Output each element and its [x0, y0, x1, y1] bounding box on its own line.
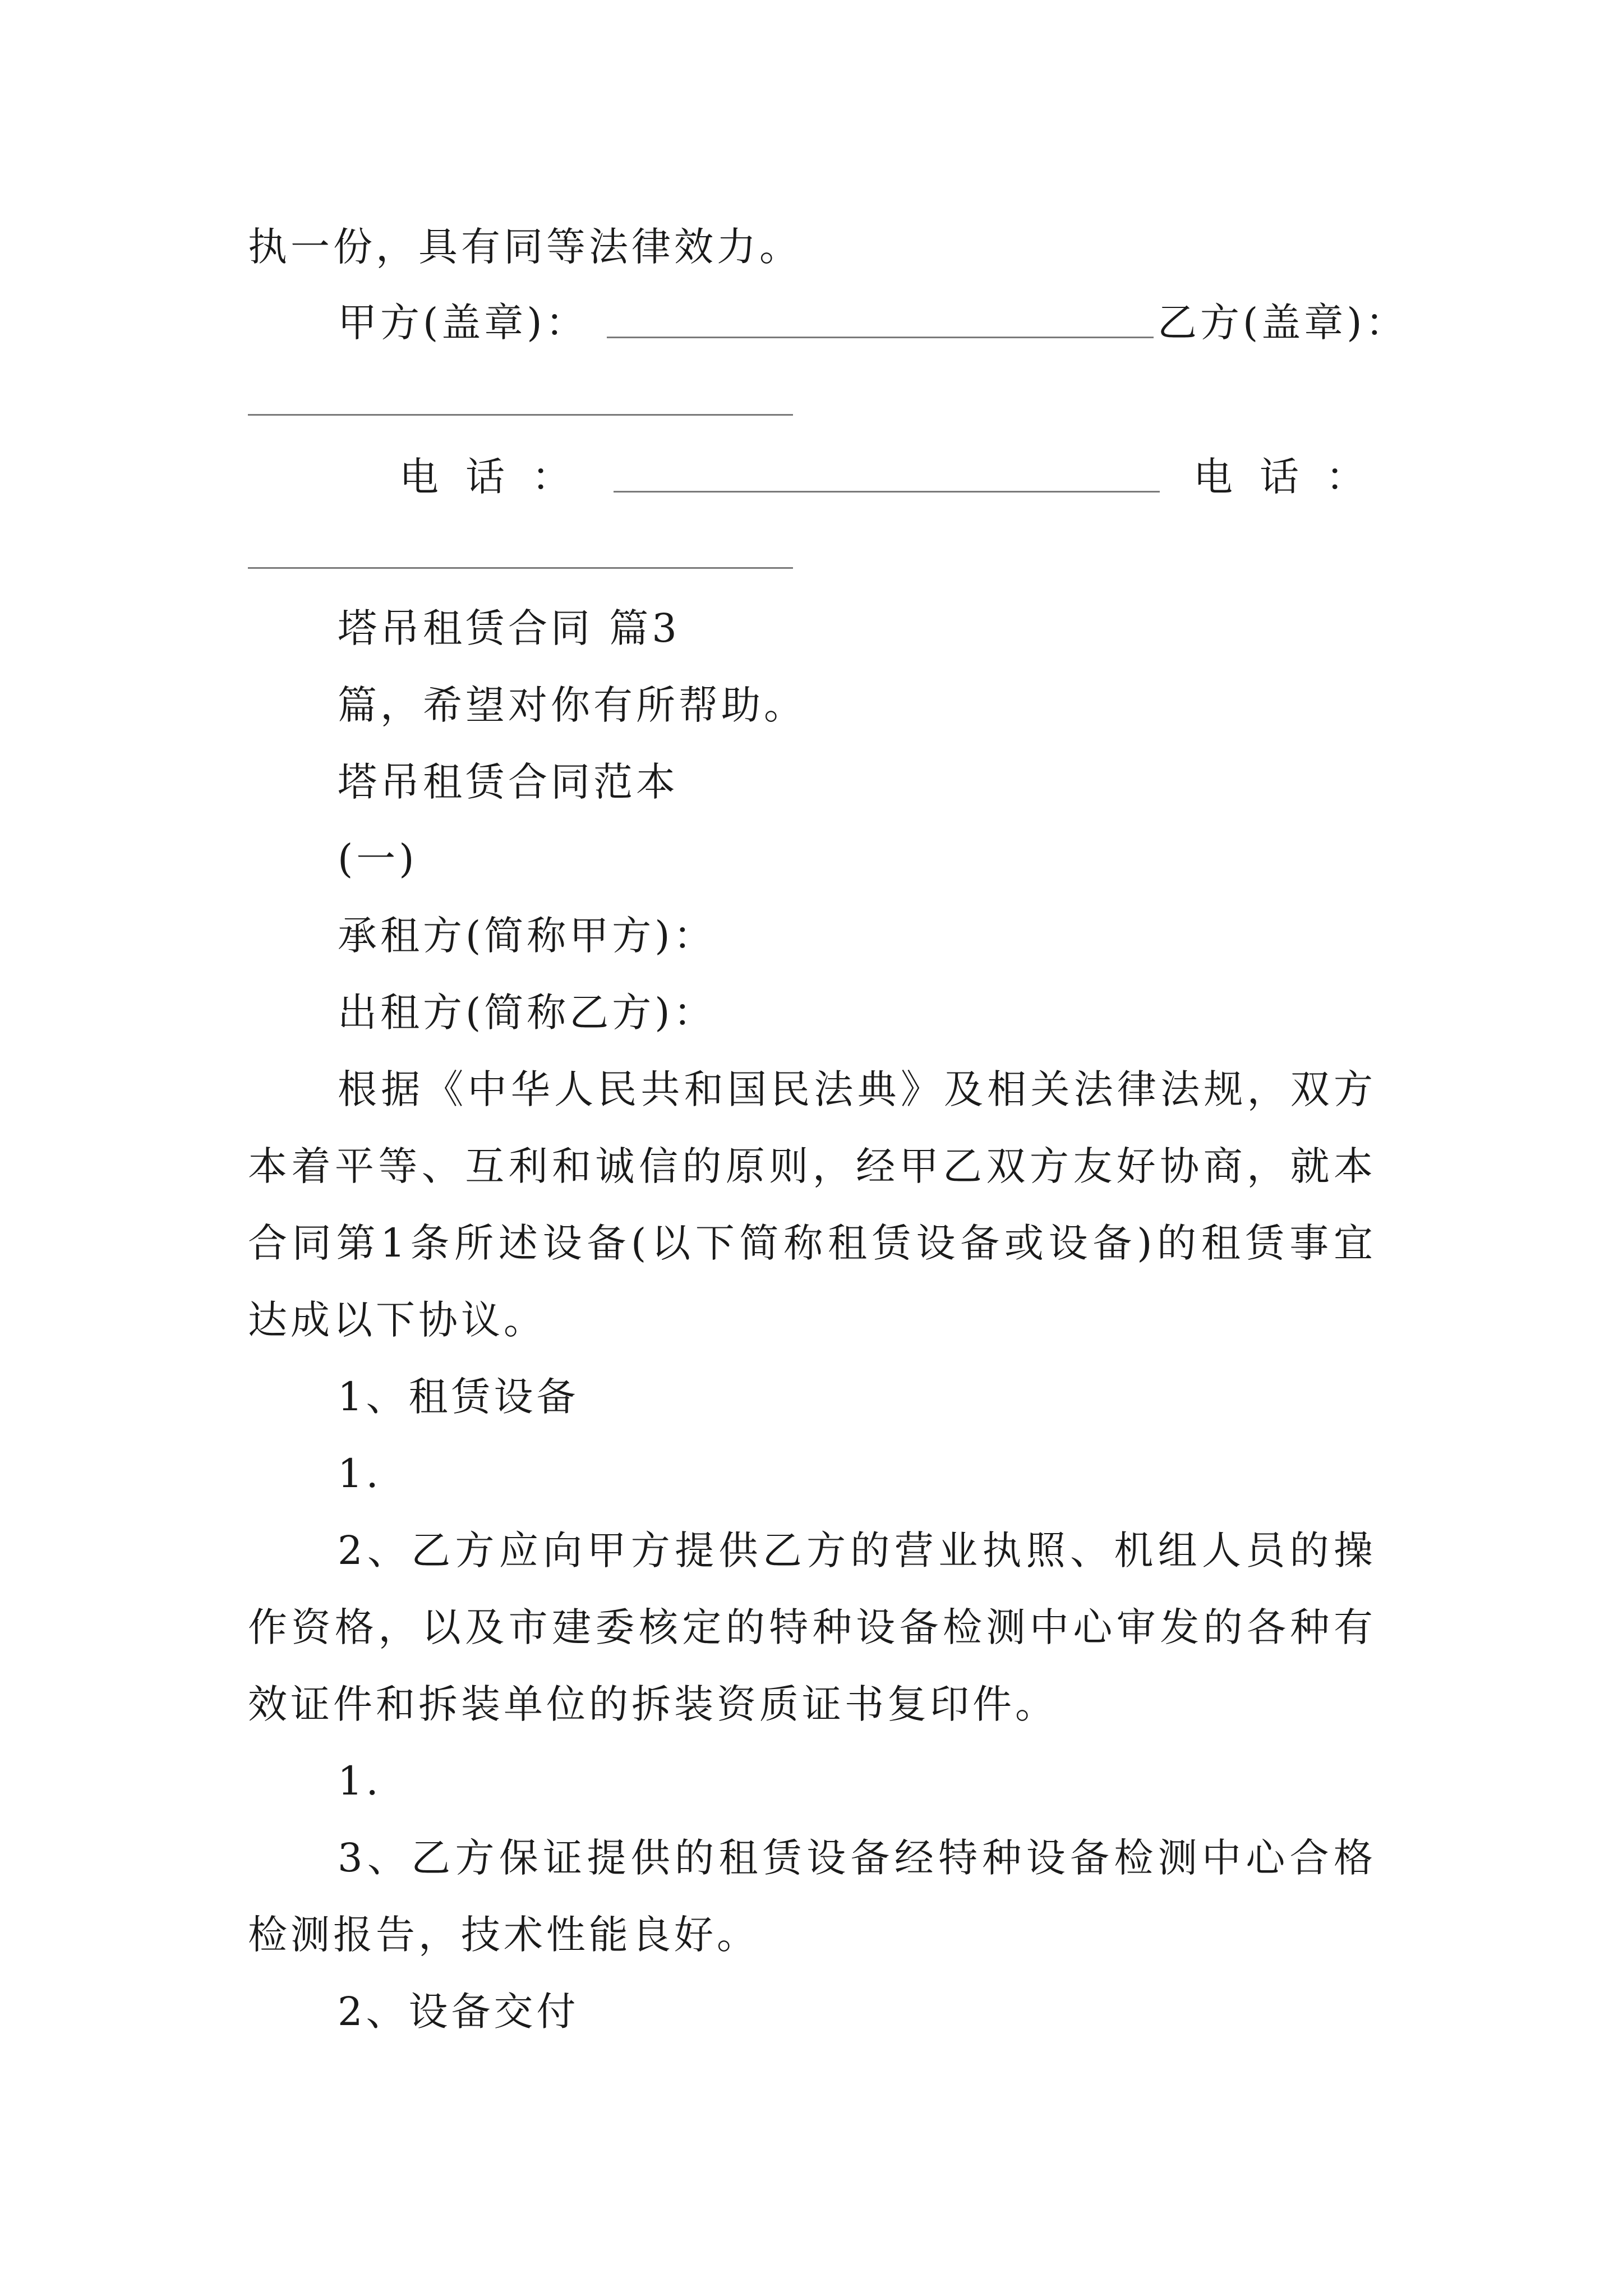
text-line: 篇，希望对你有所帮助。 — [338, 682, 806, 728]
phone-b-label: 电话： — [1193, 454, 1392, 500]
paragraph-line: 检测报告，技术性能良好。 — [248, 1912, 759, 1958]
party-a-seal-blank — [607, 337, 1154, 338]
section-heading: 塔吊租赁合同 篇3 — [338, 605, 680, 651]
party-b-seal-label: 乙方(盖章)： — [1158, 300, 1408, 346]
party-b-seal-blank — [248, 414, 793, 416]
paragraph-line: 2、乙方应向甲方提供乙方的营业执照、机组人员的操 — [338, 1527, 1375, 1573]
clause-number: 1. — [338, 1758, 382, 1804]
paragraph-line: 本着平等、互利和诚信的原则，经甲乙双方友好协商，就本 — [248, 1143, 1375, 1189]
phone-b-blank — [248, 567, 793, 569]
document-subtitle: 塔吊租赁合同范本 — [338, 759, 679, 805]
text-line: 执一份，具有同等法律效力。 — [248, 224, 802, 270]
phone-a-label: 电话： — [399, 454, 598, 500]
clause-title: 2、设备交付 — [338, 1989, 579, 2035]
paragraph-line: 效证件和拆装单位的拆装资质证书复印件。 — [248, 1681, 1058, 1727]
paragraph-line: 作资格，以及市建委核定的特种设备检测中心审发的各种有 — [248, 1604, 1375, 1650]
paragraph-line: 3、乙方保证提供的租赁设备经特种设备检测中心合格 — [338, 1835, 1375, 1881]
paragraph-line: 根据《中华人民共和国民法典》及相关法律法规，双方 — [338, 1066, 1375, 1112]
clause-title: 1、租赁设备 — [338, 1374, 579, 1420]
section-number: (一) — [338, 836, 418, 882]
lessee-line: 承租方(简称甲方)： — [338, 913, 716, 959]
clause-number: 1. — [338, 1451, 382, 1497]
paragraph-line: 合同第1条所述设备(以下简称租赁设备或设备)的租赁事宜 — [248, 1220, 1375, 1266]
party-a-seal-label: 甲方(盖章)： — [338, 300, 588, 346]
phone-a-blank — [614, 491, 1160, 493]
paragraph-line: 达成以下协议。 — [248, 1297, 546, 1343]
lessor-line: 出租方(简称乙方)： — [338, 990, 716, 1036]
